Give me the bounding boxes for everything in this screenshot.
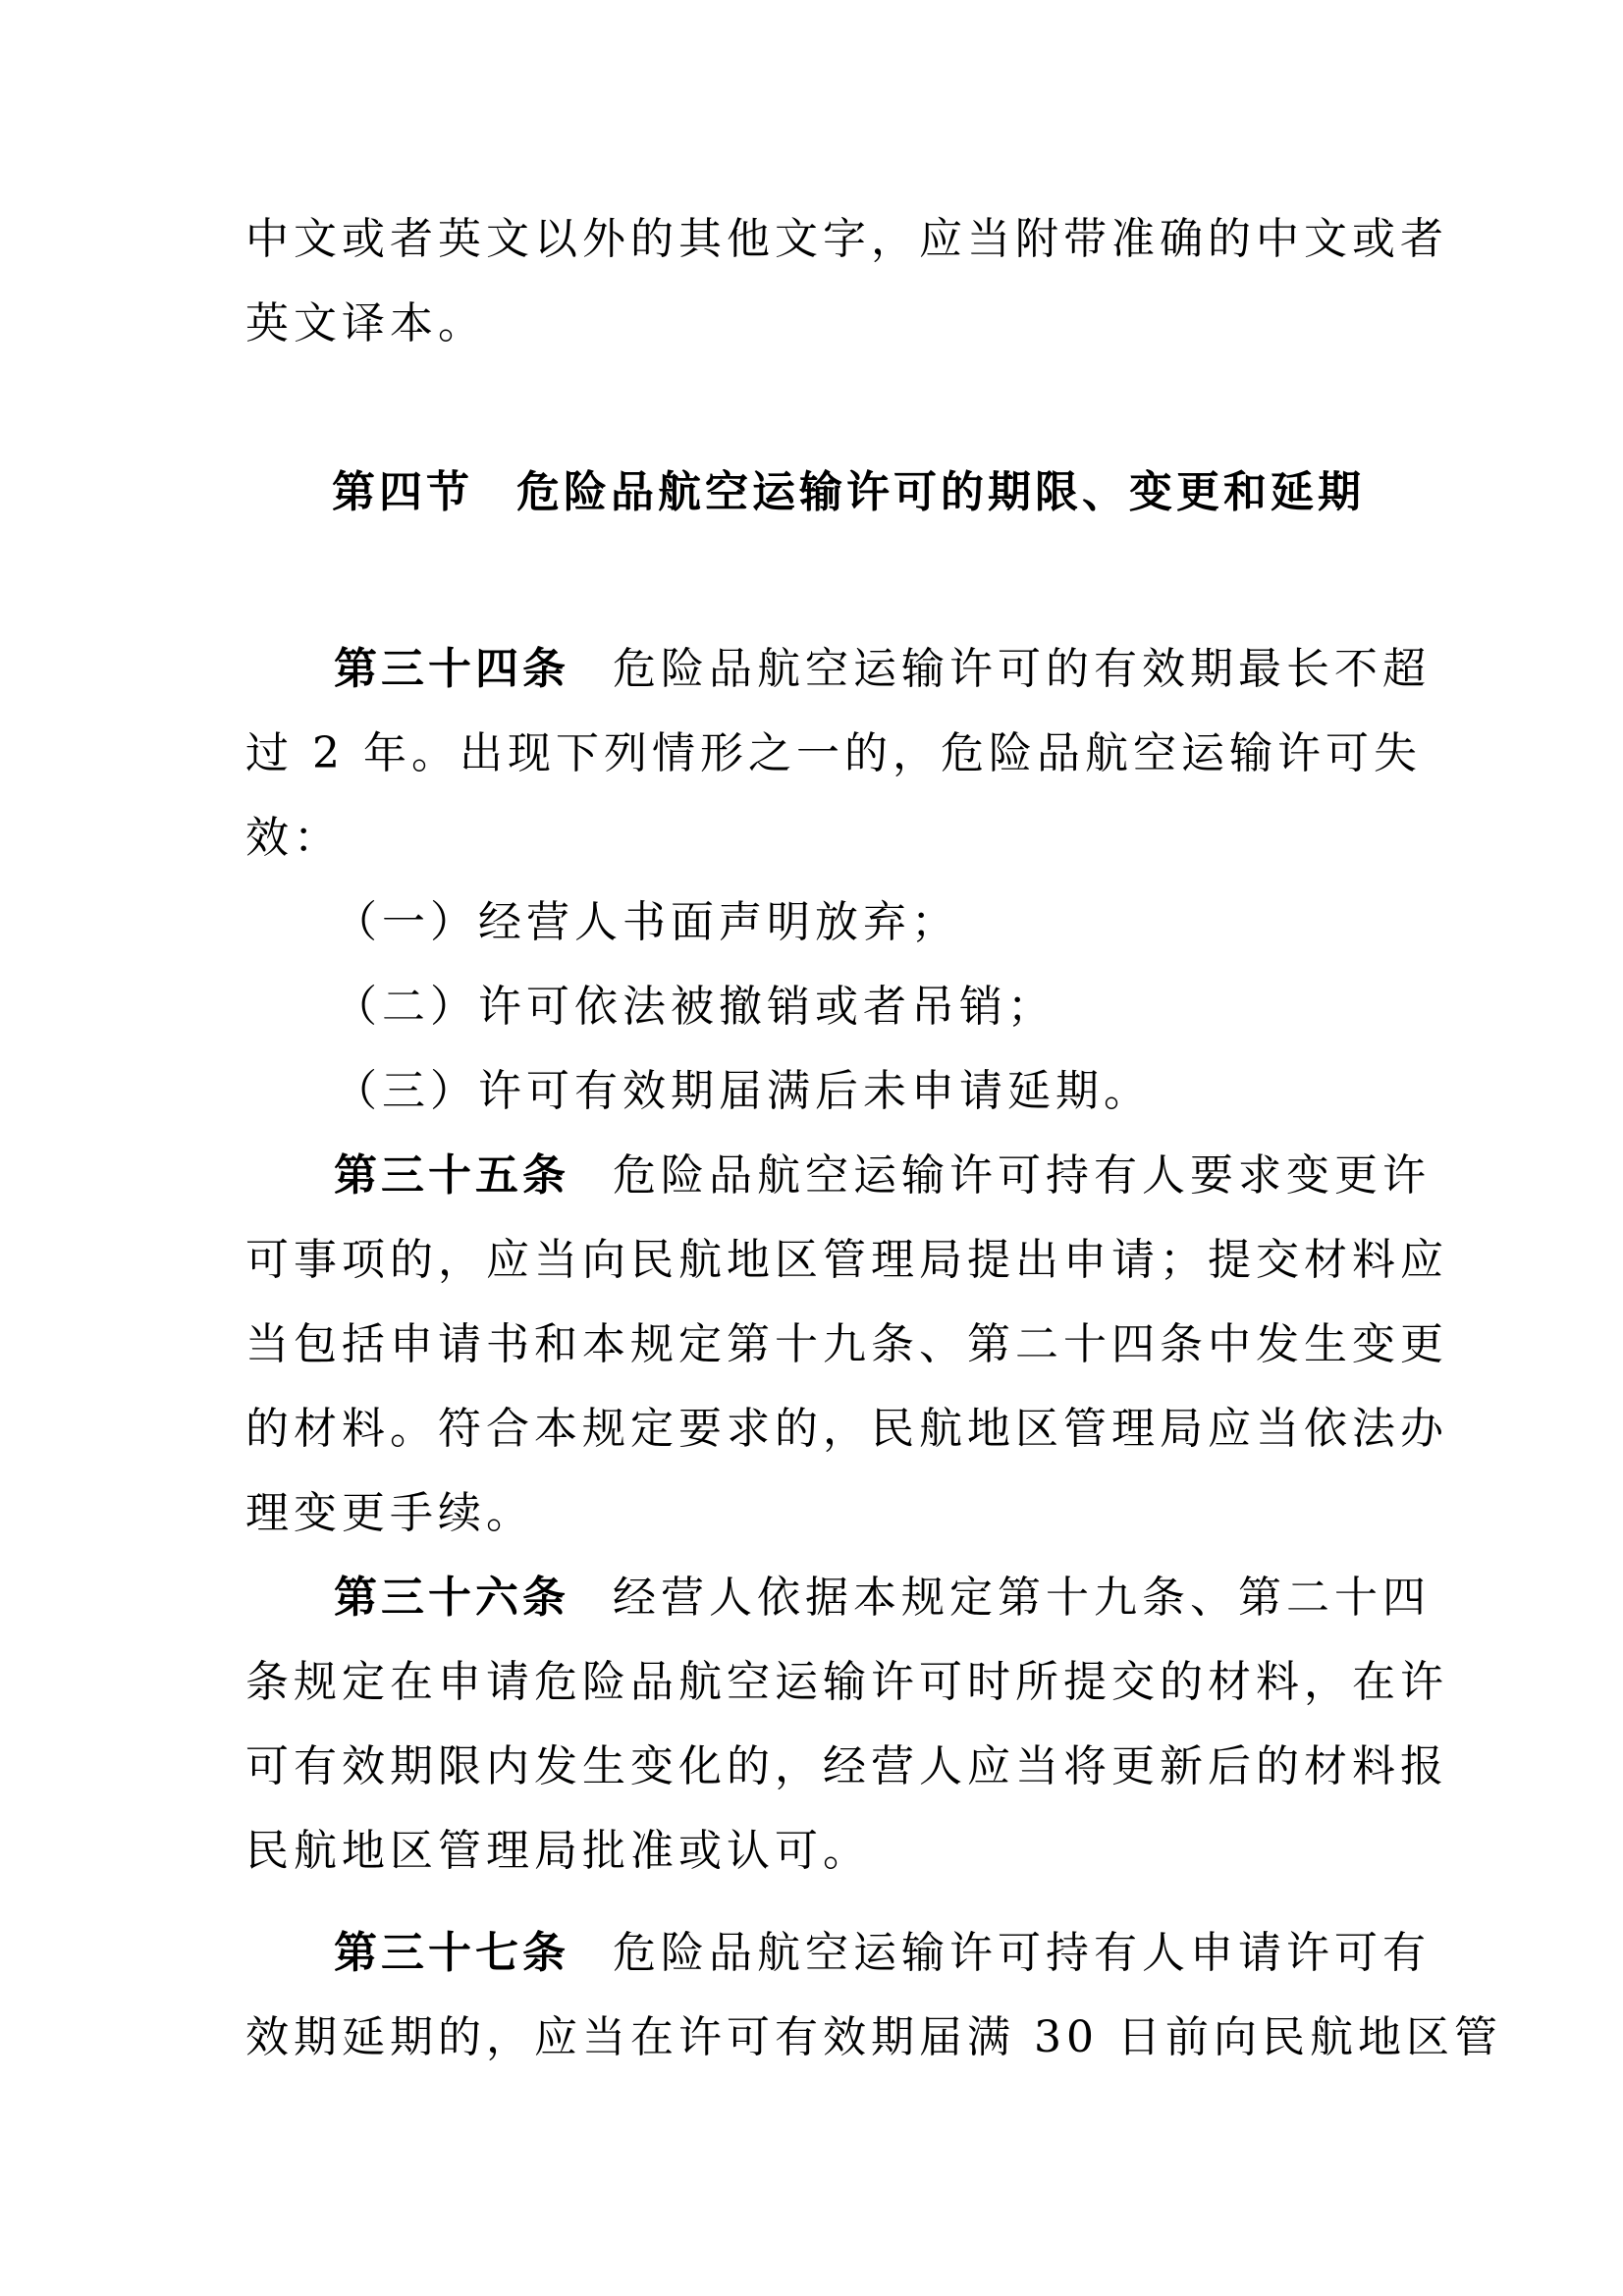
article-36-first-line (334, 1569, 1463, 1628)
article-text: 经营人依据本规定第十九条、第二十四 (613, 1573, 1431, 1623)
article-37-first-line (334, 1924, 1463, 1983)
section-number: 第四节 (332, 467, 473, 517)
list-item: （一）经营人书面声明放弃； (334, 897, 959, 947)
section-title: 危险品航空运输许可的期限、变更和延期 (516, 467, 1365, 517)
article-label: 第三十五条 (334, 1150, 569, 1201)
list-item: （三）许可有效期届满后未申请延期。 (334, 1066, 1152, 1116)
text-line: 效： (245, 813, 342, 863)
text-line: 民航地区管理局批准或认可。 (245, 1826, 871, 1876)
text-line: 条规定在申请危险品航空运输许可时所提交的材料，在许 (245, 1657, 1448, 1707)
list-item: （二）许可依法被撤销或者吊销； (334, 982, 1055, 1032)
text-line: 可事项的，应当向民航地区管理局提出申请；提交材料应 (245, 1235, 1448, 1285)
article-label: 第三十四条 (334, 644, 569, 694)
text-line: 当包括申请书和本规定第十九条、第二十四条中发生变更 (245, 1319, 1448, 1369)
text-line: 效期延期的，应当在许可有效期届满 30 日前向民航地区管 (245, 2012, 1502, 2062)
text-line: 中文或者英文以外的其他文字，应当附带准确的中文或者 (245, 214, 1448, 264)
article-text: 危险品航空运输许可持有人申请许可有 (613, 1928, 1431, 1978)
article-label: 第三十六条 (334, 1573, 569, 1623)
text-line: 过 2 年。出现下列情形之一的，危险品航空运输许可失 (245, 728, 1422, 778)
text-line: 可有效期限内发生变化的，经营人应当将更新后的材料报 (245, 1741, 1448, 1791)
text-line: 理变更手续。 (245, 1488, 534, 1538)
article-text: 危险品航空运输许可持有人要求变更许 (613, 1150, 1431, 1201)
text-line: 英文译本。 (245, 298, 486, 348)
article-35-first-line (334, 1147, 1463, 1205)
article-34-first-line (334, 640, 1463, 699)
text-line: 的材料。符合本规定要求的，民航地区管理局应当依法办 (245, 1404, 1448, 1454)
article-text: 危险品航空运输许可的有效期最长不超 (613, 644, 1431, 694)
article-label: 第三十七条 (334, 1928, 569, 1978)
section-heading (332, 463, 1461, 522)
